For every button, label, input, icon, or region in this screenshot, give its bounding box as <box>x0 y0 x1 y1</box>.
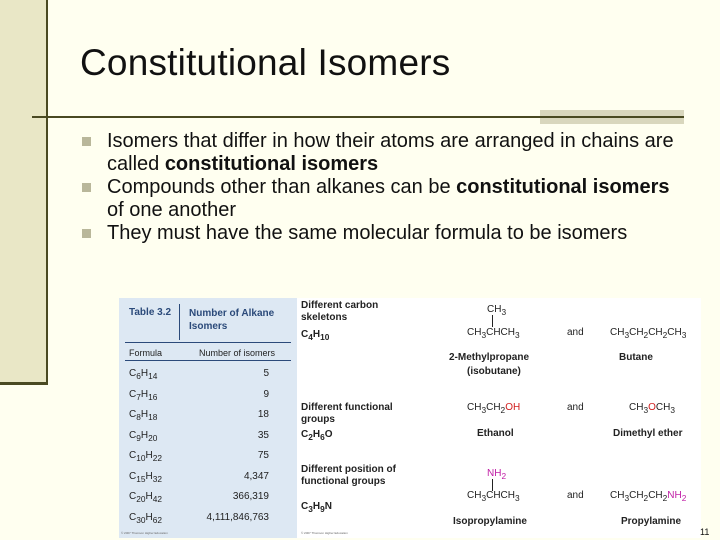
table-rule <box>125 360 291 361</box>
left-decor-line <box>46 0 48 385</box>
group-formula: $C_2H_6O$ <box>301 429 333 442</box>
connector-text: and <box>567 327 584 338</box>
structure-left: $CH_3CH_2OH$ <box>467 402 521 415</box>
row-count: 4,111,846,763 <box>206 511 269 523</box>
bullet-text: They must have the same molecular formula to be isomers <box>107 222 628 244</box>
structure-right: $CH_3OCH_3$ <box>629 402 675 415</box>
row-formula: $C_{10}H_{22}$ <box>129 450 162 463</box>
bullet-text: Isomers that differ in how their atoms are arranged in chains are called <box>107 130 674 175</box>
figure-credit: © 2007 Thomson Higher Education <box>301 531 348 535</box>
column-header-count: Number of isomers <box>199 348 276 358</box>
compound-name: Isopropylamine <box>453 516 527 527</box>
table-row <box>129 491 269 511</box>
connector-text: and <box>567 402 584 413</box>
page-number: 11 <box>700 527 710 537</box>
structure-left: $CH_3CHCH_3$ <box>467 327 520 340</box>
bullet-item <box>80 222 690 245</box>
bullet-list <box>80 130 690 245</box>
table-row <box>129 389 269 409</box>
table-row <box>129 409 269 429</box>
substituent-label: $CH_3$ <box>487 304 507 317</box>
bullet-marker-icon <box>82 137 91 146</box>
table-rule <box>125 342 291 343</box>
left-decor-underline <box>0 382 48 385</box>
row-formula: $C_{30}H_{62}$ <box>129 511 162 525</box>
row-formula: $C_7H_{16}$ <box>129 388 158 402</box>
compound-name: Propylamine <box>621 516 682 527</box>
substituent-label: $NH_2$ <box>487 468 507 481</box>
row-count: 75 <box>257 450 269 461</box>
row-formula: $C_{20}H_{42}$ <box>129 491 162 504</box>
group-heading: Different functional groups <box>301 402 393 425</box>
table-caption-line1: Number of Alkane <box>189 308 275 319</box>
title-rule <box>32 116 684 118</box>
row-formula: $C_8H_{18}$ <box>129 409 158 422</box>
bullet-item <box>80 176 690 222</box>
row-formula: $C_6H_{14}$ <box>129 368 158 381</box>
group-formula: $C_3H_9N$ <box>301 501 332 514</box>
row-count: 5 <box>263 368 269 379</box>
isomer-figure <box>119 298 701 538</box>
table-caption-line2: Isomers <box>189 321 228 332</box>
bullet-text-tail: of one another <box>107 199 236 221</box>
bullet-marker-icon <box>82 183 91 192</box>
table-row <box>129 512 269 532</box>
column-header-formula: Formula <box>129 348 163 358</box>
bond-line <box>492 315 493 327</box>
row-count: 366,319 <box>232 491 269 502</box>
table-row <box>129 368 269 388</box>
structure-right: $CH_3CH_2CH_2NH_2$ <box>610 490 687 503</box>
bullet-item <box>80 130 690 176</box>
bullet-bold-text: constitutional isomers <box>456 176 670 198</box>
table-header-divider <box>179 304 180 340</box>
bullet-marker-icon <box>82 229 91 238</box>
table-row <box>129 450 269 470</box>
table-caption <box>189 307 274 333</box>
bullet-text: Compounds other than alkanes can be <box>107 176 457 198</box>
group-heading: Different position of functional groups <box>301 464 396 487</box>
slide-title: Constitutional Isomers <box>80 42 451 83</box>
row-formula: $C_9H_{20}$ <box>129 429 158 443</box>
bullet-bold-text: constitutional isomers <box>164 153 379 175</box>
structure-right: $CH_3CH_2CH_2CH_3$ <box>610 327 687 340</box>
compound-name: Butane <box>619 352 653 363</box>
table-label: Table 3.2 <box>129 307 172 318</box>
connector-text: and <box>567 490 584 501</box>
row-count: 4,347 <box>243 470 269 482</box>
compound-name: Ethanol <box>477 428 514 439</box>
compound-name: 2-Methylpropane <box>449 352 530 363</box>
row-count: 18 <box>257 409 269 420</box>
compound-name: Dimethyl ether <box>613 428 683 439</box>
table-row <box>129 471 269 491</box>
left-decor-band <box>0 0 46 383</box>
row-count: 35 <box>257 429 269 441</box>
table-header <box>119 298 297 344</box>
alkane-isomer-table <box>119 298 297 538</box>
table-row <box>129 430 269 450</box>
isomer-examples <box>297 298 701 538</box>
group-heading: Different carbon skeletons <box>301 300 379 323</box>
row-count: 9 <box>263 388 269 400</box>
table-credit: © 2007 Thomson Higher Education <box>121 531 168 535</box>
structure-left: $CH_3CHCH_3$ <box>467 490 520 503</box>
compound-alt-name: (isobutane) <box>467 366 521 377</box>
row-formula: $C_{15}H_{32}$ <box>129 470 162 484</box>
group-formula: $C_4H_{10}$ <box>301 329 330 342</box>
